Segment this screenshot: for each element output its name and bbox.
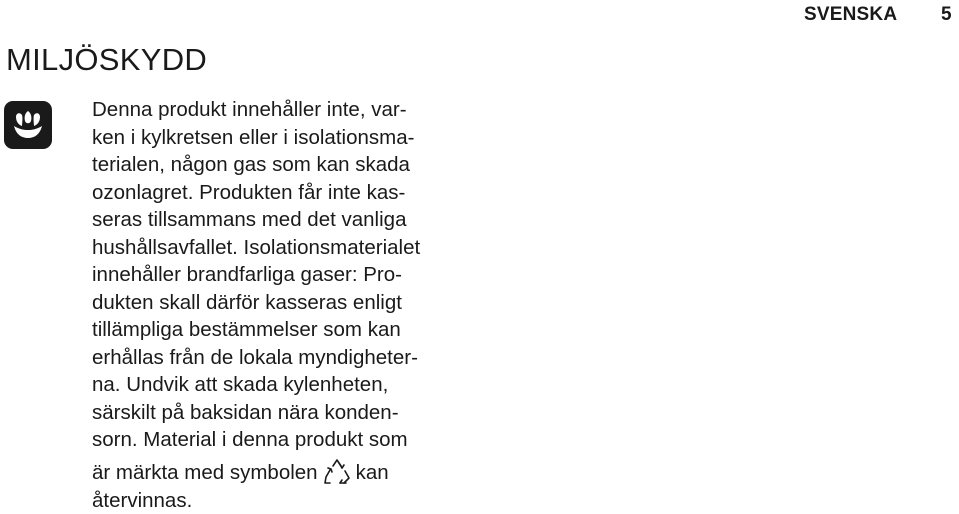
text-line: återvinnas. [92,488,193,512]
page-number: 5 [941,4,952,25]
text-line: Denna produkt innehåller inte, var- [92,98,407,121]
text-line: innehåller brandfarliga gaser: Pro- [92,263,402,286]
text-line: seras tillsammans med det vanliga [92,208,407,231]
section-title: MILJÖSKYDD [6,42,208,77]
page-header [0,2,959,30]
text-line-with-icon [92,457,492,487]
text-line: na. Undvik att skada kylenheten, [92,373,389,396]
text-line: särskilt på baksidan nära konden- [92,400,399,424]
text-line: erhållas från de lokala myndigheter- [92,345,418,369]
language-label: SVENSKA [804,4,898,25]
text-line: hushållsavfallet. Isolationsmaterialet [92,235,421,259]
environment-text [92,96,492,514]
text-before-icon: är märkta med symbolen [92,460,318,484]
text-line: tillämpliga bestämmelser som kan [92,318,401,341]
environment-flower-icon [3,100,53,150]
text-line: dukten skall därför kasseras enligt [92,290,402,314]
text-line: ken i kylkretsen eller i isolationsma- [92,125,415,149]
text-line: ozonlagret. Produkten får inte kas- [92,180,406,204]
recycle-icon [322,457,352,487]
text-after-icon: kan [355,460,389,484]
text-line: sorn. Material i denna produkt som [92,428,408,451]
text-line: terialen, någon gas som kan skada [92,153,410,176]
